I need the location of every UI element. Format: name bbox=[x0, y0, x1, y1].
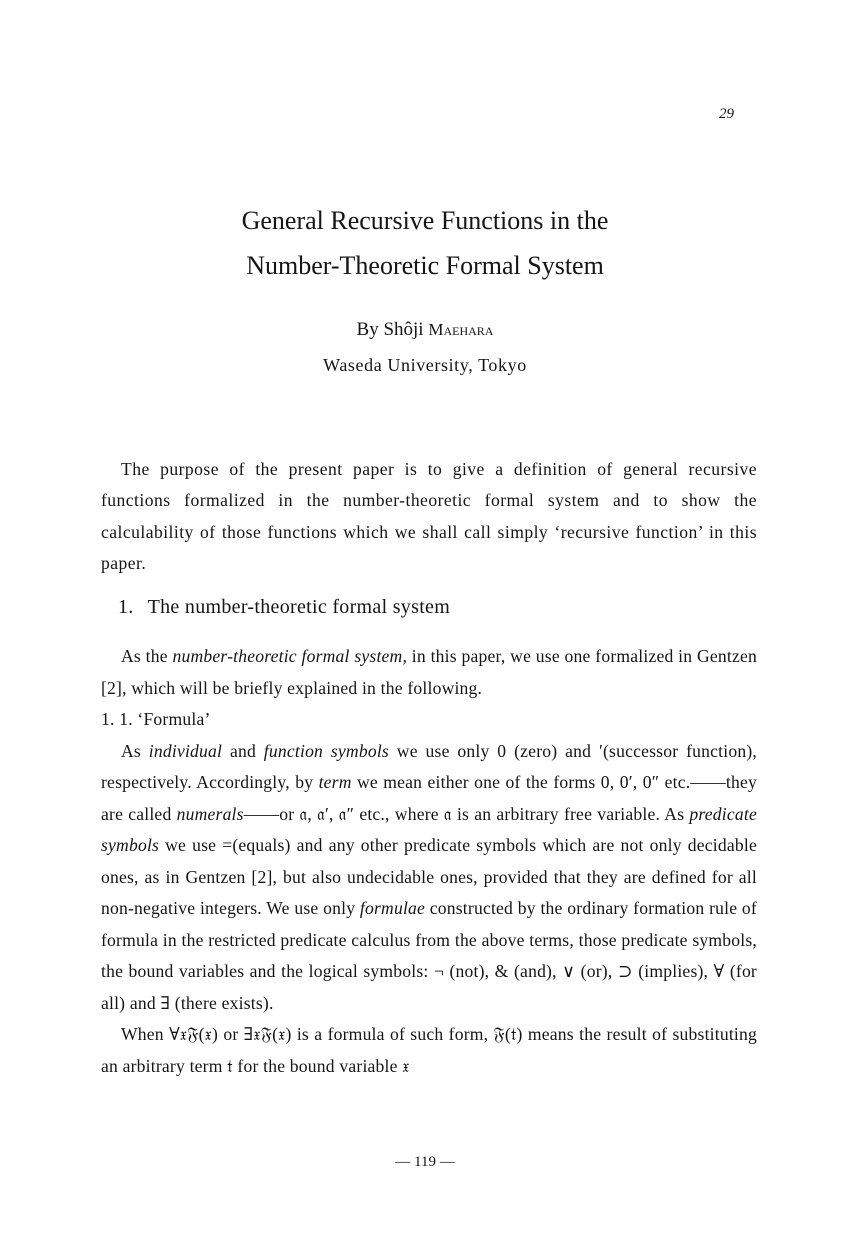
text-run: As bbox=[121, 740, 149, 761]
text-run: in this paper, we use one formalized in Gentzen [2], which will be briefly explained in the following. bbox=[101, 646, 757, 698]
text-run: As the bbox=[121, 646, 173, 666]
title-line-2: Number-Theoretic Formal System bbox=[246, 251, 604, 280]
subsection-heading: 1. 1. ‘Formula’ bbox=[101, 709, 211, 729]
text-run: constructed by the ordinary formation rule of formula in the restricted predicate calculus from the above terms, those predicate symbols, the bound variables and the logical symbols: ¬ (not), & (and), ∨ (or), ⊃ (implies), ∀ (for all) and ∃ (there exists). bbox=[101, 898, 757, 1013]
page-number: 29 bbox=[719, 106, 734, 122]
section-heading bbox=[118, 596, 450, 619]
footer-page-number: — 119 — bbox=[395, 1154, 455, 1170]
author-affiliation: Waseda University, Tokyo bbox=[323, 355, 527, 375]
emphasis-term: number-theoretic formal system, bbox=[172, 646, 408, 666]
section-body bbox=[101, 641, 757, 1082]
body-paragraph-2 bbox=[101, 736, 757, 1020]
body-paragraph-3: When ∀𝔵𝔉(𝔵) or ∃𝔵𝔉(𝔵) is a formula of such form, 𝔉(𝔱) means the result of substituting an arbitrary term 𝔱 for the bound variable 𝔵 bbox=[101, 1024, 757, 1076]
text-run: ——or 𝔞, 𝔞′, 𝔞″ etc., where 𝔞 is an arbitrary free variable. As bbox=[243, 803, 690, 824]
text-run: we use =(equals) and any other predicate symbols which are not only decidable ones, as in Gentzen [2], but also undecidable ones, provided that they are defined for all non-negative integers. We use only bbox=[101, 835, 757, 918]
emphasis-term: formulae bbox=[359, 898, 426, 918]
text-run: we mean either one of the forms 0, 0′, 0″ etc.——they are called bbox=[101, 772, 757, 824]
emphasis-term: predicate symbols bbox=[101, 803, 757, 855]
paper-title bbox=[0, 198, 850, 288]
section-title: The number-theoretic formal system bbox=[147, 596, 451, 618]
emphasis-term: individual bbox=[148, 740, 223, 761]
author-byline bbox=[0, 319, 850, 341]
emphasis-term: term bbox=[318, 772, 352, 792]
byline-prefix: By Shôji bbox=[356, 319, 429, 340]
emphasis-term: numerals bbox=[176, 803, 244, 824]
abstract-paragraph: The purpose of the present paper is to give a definition of general recursive functions formalized in the number-theoretic formal system and to show the calculability of those functions which we shall call simply ‘recursive function’ in this paper. bbox=[101, 459, 757, 573]
section-number: 1. bbox=[118, 596, 134, 618]
author-surname: Maehara bbox=[428, 320, 494, 339]
title-line-1: General Recursive Functions in the bbox=[241, 206, 609, 235]
text-run: and bbox=[222, 740, 264, 761]
emphasis-term: function symbols bbox=[263, 740, 389, 761]
body-paragraph-1 bbox=[101, 641, 757, 704]
text-run: we use only 0 (zero) and ′(successor function), respectively. Accordingly, by bbox=[101, 740, 757, 792]
